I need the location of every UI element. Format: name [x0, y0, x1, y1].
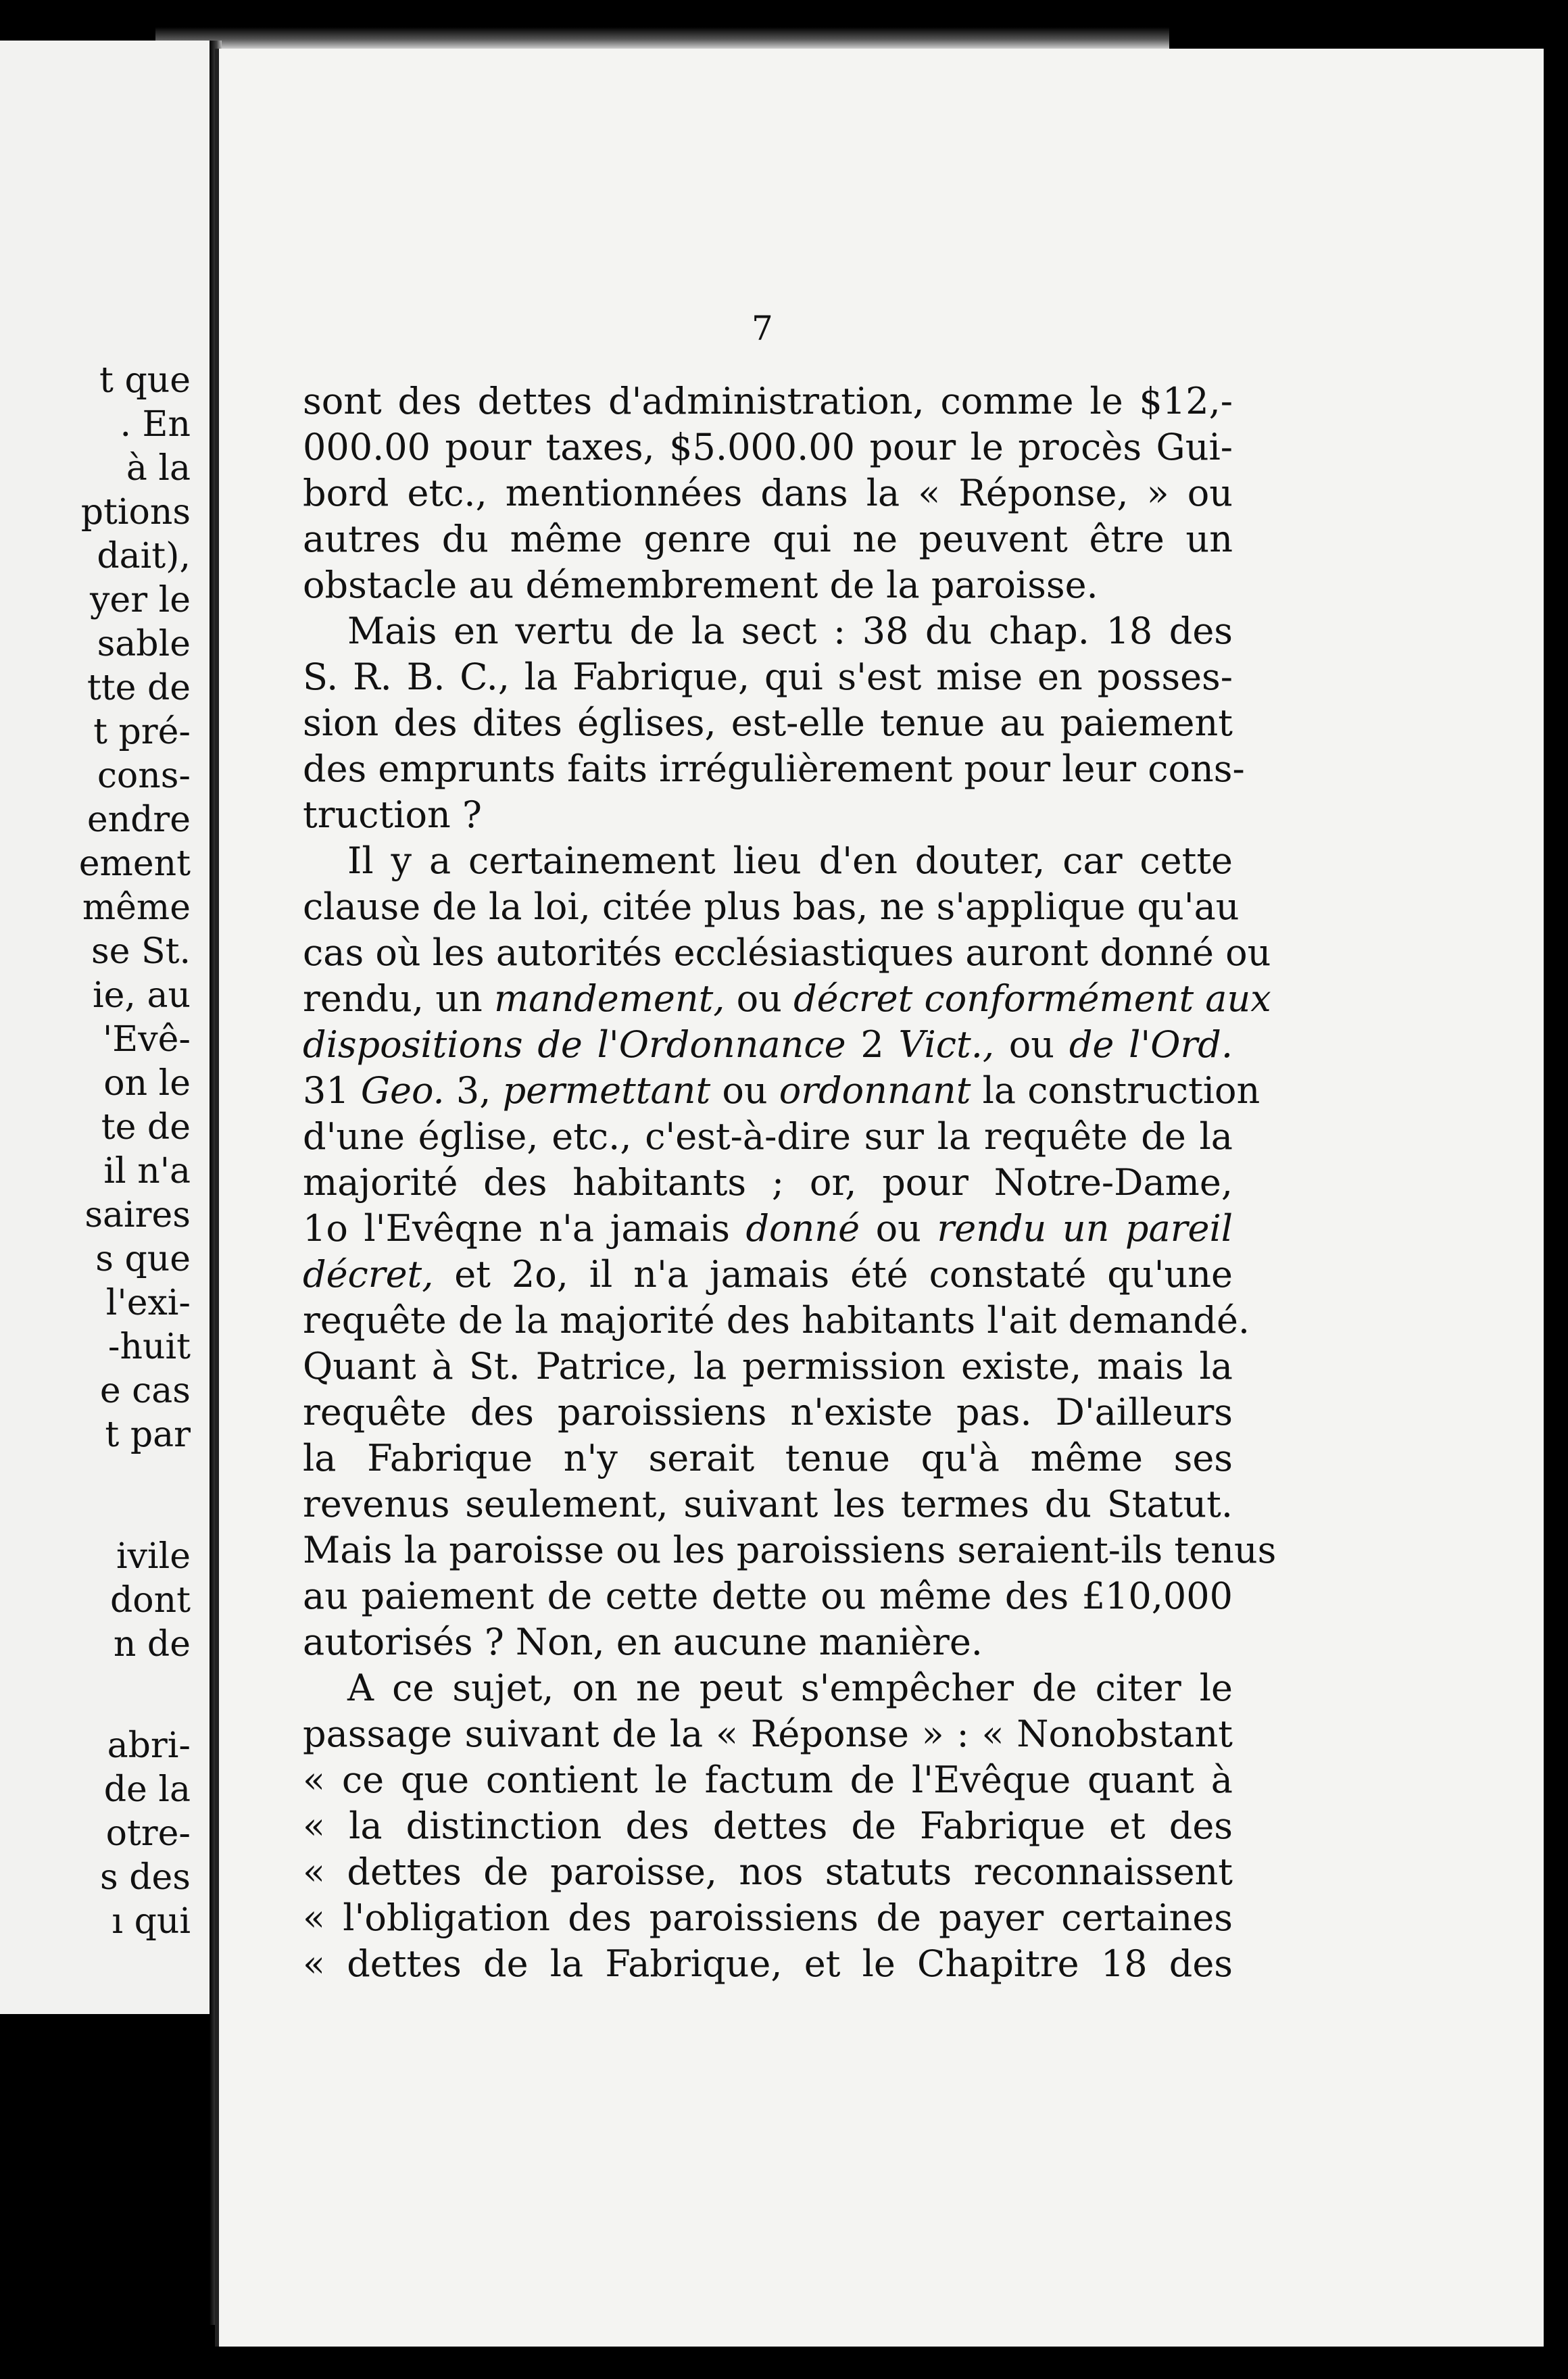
italic-text: Geo. — [360, 1069, 445, 1112]
left-page-line: l'exi- — [105, 1283, 191, 1323]
left-page-line: ivile — [116, 1536, 191, 1577]
page-edge-shadow — [155, 27, 1169, 51]
text-line: « dettes de paroisse, nos statuts reconnaissent — [303, 1850, 1233, 1893]
left-page-line: on le — [103, 1063, 191, 1104]
left-page-line: ement — [78, 843, 191, 884]
italic-text: mandement, — [493, 977, 725, 1020]
text-run: 3, — [444, 1069, 503, 1112]
left-page-line: ı qui — [112, 1901, 191, 1942]
text-line: « la distinction des dettes de Fabrique et des — [303, 1805, 1233, 1847]
text-line: sont des dettes d'administration, comme le $12,- — [303, 380, 1233, 422]
left-page-line: t par — [105, 1415, 191, 1455]
left-page-line: de la — [103, 1769, 191, 1810]
text-line: autres du même genre qui ne peuvent être un — [303, 518, 1233, 560]
main-page — [215, 49, 1544, 2347]
left-page-line: n de — [113, 1624, 191, 1665]
text-line: Quant à St. Patrice, la permission existe, mais la — [303, 1345, 1233, 1388]
text-line — [303, 1206, 1233, 1252]
italic-text: ordonnant — [779, 1069, 971, 1112]
left-page-line: . En — [120, 404, 191, 445]
italic-text: rendu un pareil — [937, 1207, 1233, 1250]
text-line: passage suivant de la « Réponse » : « Nonobstant — [303, 1713, 1233, 1755]
italic-text: donné — [745, 1207, 860, 1250]
italic-text: décret, — [303, 1253, 434, 1296]
text-run: 2 — [846, 1023, 899, 1066]
left-page-line: à la — [126, 448, 191, 489]
text-line: la Fabrique n'y serait tenue qu'à même ses — [303, 1437, 1233, 1479]
italic-text: de l'Ord. — [1069, 1023, 1233, 1066]
text-line: obstacle au démembrement de la paroisse. — [303, 564, 1098, 606]
text-line: au paiement de cette dette ou même des £10,000 — [303, 1575, 1233, 1617]
text-line: majorité des habitants ; or, pour Notre-Dame, — [303, 1161, 1233, 1204]
text-line: A ce sujet, on ne peut s'empêcher de citer le — [347, 1667, 1233, 1709]
text-line — [303, 1252, 1233, 1298]
left-page-line: abri- — [107, 1725, 191, 1766]
left-page-line: -huit — [107, 1327, 191, 1367]
text-run: ou — [994, 1023, 1069, 1066]
italic-text: dispositions de l'Ordonnance — [303, 1023, 846, 1066]
text-run: 1o l'Evêqne n'a jamais — [303, 1207, 746, 1250]
text-line: requête des paroissiens n'existe pas. D'ailleurs — [303, 1391, 1233, 1433]
text-line: d'une église, etc., c'est-à-dire sur la requête de la — [303, 1115, 1233, 1158]
left-facing-page — [0, 41, 210, 2014]
text-line: revenus seulement, suivant les termes du Statut. — [303, 1483, 1233, 1525]
text-line: autorisés ? Non, en aucune manière. — [303, 1621, 983, 1663]
left-page-line: cons- — [97, 756, 191, 796]
left-page-line: saires — [84, 1195, 191, 1235]
left-page-line: s des — [100, 1857, 191, 1898]
text-run: ou — [725, 977, 794, 1020]
text-line: 000.00 pour taxes, $5.000.00 pour le procès Gui- — [303, 426, 1233, 468]
left-page-line: sable — [97, 624, 191, 664]
text-run: rendu, un — [303, 977, 494, 1020]
left-page-line: ie, au — [93, 975, 191, 1016]
text-line: Mais en vertu de la sect : 38 du chap. 18 des — [347, 610, 1233, 652]
text-line: truction ? — [303, 793, 482, 836]
left-page-line: dont — [110, 1580, 191, 1621]
text-run: ou — [710, 1069, 779, 1112]
page-number: 7 — [752, 309, 773, 348]
left-page-line: même — [82, 887, 191, 928]
left-page-line: se St. — [91, 931, 191, 972]
left-page-line: dait), — [97, 536, 191, 577]
left-page-line: s que — [95, 1239, 191, 1279]
left-page-line: otre- — [105, 1813, 191, 1854]
left-page-line: ptions — [80, 492, 191, 533]
left-page-line: endre — [87, 800, 191, 840]
text-line — [303, 976, 1271, 1022]
text-line: bord etc., mentionnées dans la « Réponse, » ou — [303, 472, 1233, 514]
left-page-line: t que — [99, 360, 191, 401]
text-line: Mais la paroisse ou les paroissiens seraient-ils tenus — [303, 1529, 1277, 1571]
left-page-line: tte de — [87, 668, 191, 708]
italic-text: permettant — [502, 1069, 711, 1112]
text-line: S. R. B. C., la Fabrique, qui s'est mise en posses- — [303, 656, 1233, 698]
left-page-line: t pré- — [93, 712, 191, 752]
text-line: « dettes de la Fabrique, et le Chapitre 18 des — [303, 1942, 1233, 1985]
text-line: sion des dites églises, est-elle tenue au paiement — [303, 702, 1233, 744]
text-run: 31 — [303, 1069, 361, 1112]
italic-text: décret conformément aux — [793, 977, 1271, 1020]
text-line: requête de la majorité des habitants l'ait demandé. — [303, 1299, 1250, 1342]
text-run: et 2o, il n'a jamais été constaté qu'une — [433, 1253, 1233, 1296]
text-run: la construction — [971, 1069, 1260, 1112]
text-line: « ce que contient le factum de l'Evêque quant à — [303, 1759, 1233, 1801]
left-page-line: 'Evê- — [103, 1019, 191, 1060]
italic-text: Vict., — [898, 1023, 995, 1066]
text-line — [303, 1068, 1260, 1114]
text-line: Il y a certainement lieu d'en douter, car cette — [347, 839, 1233, 882]
left-page-line: te de — [101, 1107, 191, 1148]
text-line: cas où les autorités ecclésiastiques auront donné ou — [303, 931, 1271, 974]
left-page-line: yer le — [90, 580, 191, 620]
text-run: ou — [860, 1207, 937, 1250]
text-line: « l'obligation des paroissiens de payer certaines — [303, 1896, 1233, 1939]
text-line: des emprunts faits irrégulièrement pour leur cons- — [303, 747, 1245, 790]
left-page-line: il n'a — [103, 1151, 191, 1192]
body-text — [303, 378, 1277, 1987]
text-line: clause de la loi, citée plus bas, ne s'applique qu'au — [303, 885, 1240, 928]
left-page-line: e cas — [99, 1371, 191, 1411]
text-line — [303, 1022, 1233, 1068]
